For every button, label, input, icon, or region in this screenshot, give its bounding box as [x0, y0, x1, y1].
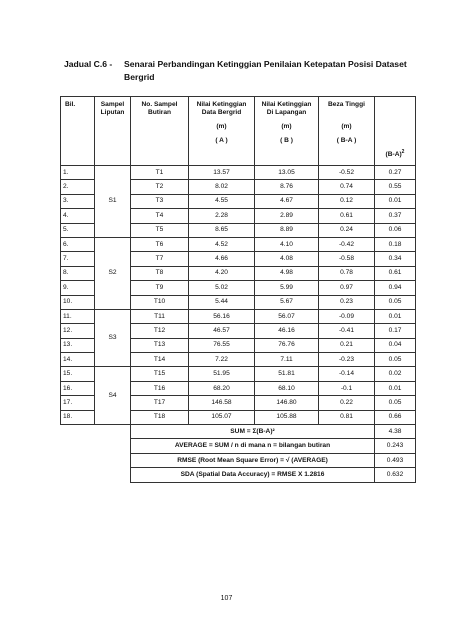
cell-sq: 0.05 — [375, 295, 416, 309]
cell-b: 46.16 — [255, 324, 319, 338]
cell-diff: -0.42 — [319, 237, 375, 251]
summary-row-average — [61, 439, 416, 453]
cell-sq: 0.34 — [375, 252, 416, 266]
table-header-row — [61, 97, 416, 166]
cell-b: 8.89 — [255, 223, 319, 237]
cell-b: 68.10 — [255, 381, 319, 395]
cell-b: 7.11 — [255, 353, 319, 367]
cell-bil: 14. — [61, 353, 95, 367]
cell-sample: T10 — [131, 295, 189, 309]
header-squared: $(B-A)^2$ — [375, 97, 416, 166]
cell-b: 51.81 — [255, 367, 319, 381]
cell-diff: 0.22 — [319, 396, 375, 410]
cell-b: 146.80 — [255, 396, 319, 410]
cell-sq: 0.94 — [375, 281, 416, 295]
cell-b: 56.07 — [255, 309, 319, 323]
cell-sq: 0.01 — [375, 194, 416, 208]
cell-diff: -0.52 — [319, 166, 375, 180]
cell-diff: 0.12 — [319, 194, 375, 208]
cell-a: 4.55 — [189, 194, 255, 208]
cell-diff: -0.58 — [319, 252, 375, 266]
cell-bil: 13. — [61, 338, 95, 352]
cell-b: 4.10 — [255, 237, 319, 251]
cell-a: 4.52 — [189, 237, 255, 251]
header-bil: Bil. — [61, 97, 95, 166]
cell-a: 13.57 — [189, 166, 255, 180]
cell-a: 5.44 — [189, 295, 255, 309]
cell-sample: T13 — [131, 338, 189, 352]
cell-a: 5.02 — [189, 281, 255, 295]
caption-label: Jadual C.6 - — [64, 59, 113, 69]
cell-sq: 0.05 — [375, 353, 416, 367]
table-row — [61, 237, 416, 251]
cell-group-s3: S3 — [95, 309, 131, 367]
cell-sample: T2 — [131, 180, 189, 194]
cell-group-s4: S4 — [95, 367, 131, 425]
cell-diff: -0.41 — [319, 324, 375, 338]
cell-sample: T3 — [131, 194, 189, 208]
cell-b: 5.67 — [255, 295, 319, 309]
summary-label: SUM = Σ(B-A)² — [131, 425, 375, 439]
cell-bil: 11. — [61, 309, 95, 323]
cell-b: 105.88 — [255, 410, 319, 424]
summary-row-sda — [61, 468, 416, 482]
header-beza: Beza Tinggi (m) ( B-A ) — [319, 97, 375, 166]
cell-sq: 0.18 — [375, 237, 416, 251]
table-row — [61, 309, 416, 323]
cell-group-s1: S1 — [95, 166, 131, 238]
cell-diff: -0.23 — [319, 353, 375, 367]
cell-diff: 0.24 — [319, 223, 375, 237]
cell-bil: 6. — [61, 237, 95, 251]
cell-a: 4.66 — [189, 252, 255, 266]
cell-diff: 0.81 — [319, 410, 375, 424]
cell-sample: T5 — [131, 223, 189, 237]
summary-label: SDA (Spatial Data Accuracy) = RMSE X 1.2816 — [131, 468, 375, 482]
header-nilai-a: Nilai Ketinggian Data Bergrid (m) ( A ) — [189, 97, 255, 166]
cell-a: 56.16 — [189, 309, 255, 323]
cell-b: 4.08 — [255, 252, 319, 266]
cell-b: 5.99 — [255, 281, 319, 295]
page-number: 107 — [220, 595, 233, 602]
cell-bil: 1. — [61, 166, 95, 180]
header-sampel-liputan: Sampel Liputan — [95, 97, 131, 166]
cell-bil: 16. — [61, 381, 95, 395]
cell-a: 2.28 — [189, 209, 255, 223]
cell-bil: 8. — [61, 266, 95, 280]
cell-a: 51.95 — [189, 367, 255, 381]
cell-diff: 0.97 — [319, 281, 375, 295]
header-nilai-b: Nilai Ketinggian Di Lapangan (m) ( B ) — [255, 97, 319, 166]
cell-b: 4.98 — [255, 266, 319, 280]
cell-a: 4.20 — [189, 266, 255, 280]
cell-sq: 0.05 — [375, 396, 416, 410]
cell-a: 7.22 — [189, 353, 255, 367]
cell-sample: T15 — [131, 367, 189, 381]
cell-sq: 0.55 — [375, 180, 416, 194]
cell-a: 8.02 — [189, 180, 255, 194]
summary-row-rmse — [61, 453, 416, 467]
table-row — [61, 166, 416, 180]
cell-bil: 17. — [61, 396, 95, 410]
cell-diff: 0.23 — [319, 295, 375, 309]
cell-bil: 5. — [61, 223, 95, 237]
cell-diff: 0.61 — [319, 209, 375, 223]
cell-bil: 18. — [61, 410, 95, 424]
cell-a: 105.07 — [189, 410, 255, 424]
cell-sq: 0.04 — [375, 338, 416, 352]
cell-a: 76.55 — [189, 338, 255, 352]
cell-a: 68.20 — [189, 381, 255, 395]
cell-b: 13.05 — [255, 166, 319, 180]
cell-bil: 12. — [61, 324, 95, 338]
cell-sample: T9 — [131, 281, 189, 295]
cell-b: 4.67 — [255, 194, 319, 208]
cell-diff: -0.09 — [319, 309, 375, 323]
cell-sq: 0.06 — [375, 223, 416, 237]
cell-sq: 0.66 — [375, 410, 416, 424]
cell-bil: 15. — [61, 367, 95, 381]
cell-diff: 0.21 — [319, 338, 375, 352]
summary-value: 0.493 — [375, 453, 416, 467]
cell-sq: 0.01 — [375, 309, 416, 323]
cell-sample: T4 — [131, 209, 189, 223]
cell-bil: 10. — [61, 295, 95, 309]
cell-bil: 9. — [61, 281, 95, 295]
cell-bil: 2. — [61, 180, 95, 194]
cell-a: 46.57 — [189, 324, 255, 338]
cell-sq: 0.37 — [375, 209, 416, 223]
cell-b: 76.76 — [255, 338, 319, 352]
cell-a: 146.58 — [189, 396, 255, 410]
cell-sample: T6 — [131, 237, 189, 251]
cell-bil: 3. — [61, 194, 95, 208]
summary-value: 0.632 — [375, 468, 416, 482]
cell-sample: T12 — [131, 324, 189, 338]
cell-a: 8.65 — [189, 223, 255, 237]
cell-sq: 0.61 — [375, 266, 416, 280]
cell-diff: 0.74 — [319, 180, 375, 194]
cell-diff: 0.78 — [319, 266, 375, 280]
cell-sample: T18 — [131, 410, 189, 424]
cell-sample: T14 — [131, 353, 189, 367]
cell-diff: -0.1 — [319, 381, 375, 395]
table-row — [61, 367, 416, 381]
cell-group-s2: S2 — [95, 237, 131, 309]
summary-label: RMSE (Root Mean Square Error) = √ (AVERAGE) — [131, 453, 375, 467]
cell-sample: T16 — [131, 381, 189, 395]
cell-b: 8.76 — [255, 180, 319, 194]
cell-sample: T7 — [131, 252, 189, 266]
cell-sq: 0.27 — [375, 166, 416, 180]
cell-sq: 0.01 — [375, 381, 416, 395]
summary-label: AVERAGE = SUM / n di mana n = bilangan butiran — [131, 439, 375, 453]
summary-row-sum — [61, 425, 416, 439]
cell-sample: T17 — [131, 396, 189, 410]
summary-value: 4.38 — [375, 425, 416, 439]
cell-sample: T8 — [131, 266, 189, 280]
header-no-sampel: No. Sampel Butiran — [131, 97, 189, 166]
cell-b: 2.89 — [255, 209, 319, 223]
caption-text: Senarai Perbandingan Ketinggian Penilaian Ketepatan Posisi Dataset Bergrid — [124, 59, 407, 82]
cell-sample: T11 — [131, 309, 189, 323]
cell-diff: -0.14 — [319, 367, 375, 381]
summary-value: 0.243 — [375, 439, 416, 453]
cell-sq: 0.02 — [375, 367, 416, 381]
cell-sq: 0.17 — [375, 324, 416, 338]
comparison-table — [60, 96, 416, 483]
cell-bil: 7. — [61, 252, 95, 266]
cell-bil: 4. — [61, 209, 95, 223]
cell-sample: T1 — [131, 166, 189, 180]
